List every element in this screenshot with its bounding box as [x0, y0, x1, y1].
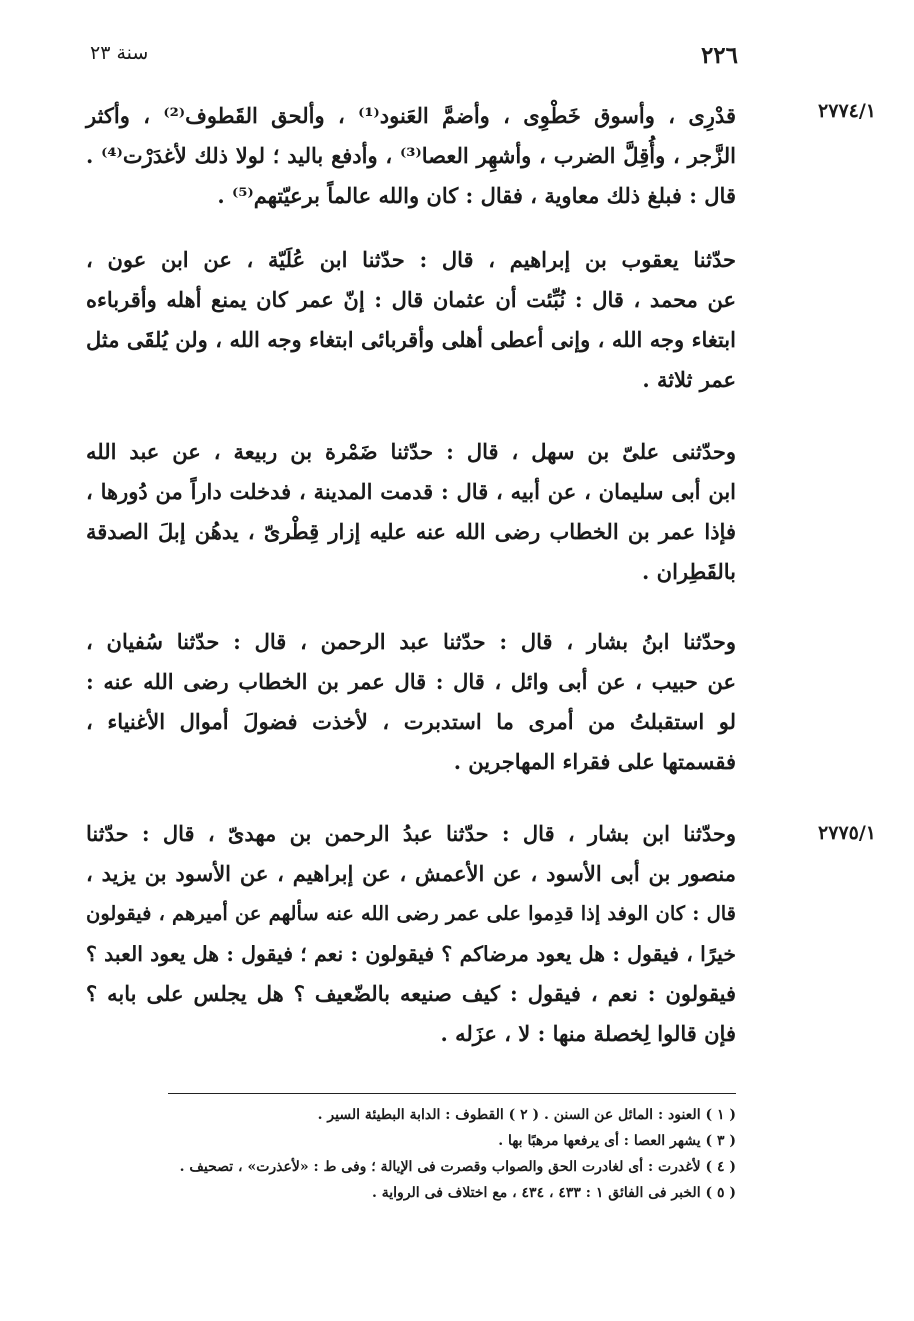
text-line: ابتغاء وجه الله ، وإنى أعطى أهلى وأقربائى ابتغاء وجه الله ، ولن يُلقَى مثل: [86, 327, 736, 352]
text-line: وحدّثنا ابن بشار ، قال : حدّثنا عبدُ الرحمن بن مهدىّ ، قال : حدّثنا: [86, 821, 736, 846]
paragraph: [86, 96, 736, 216]
text-line: فقسمتها على فقراء المهاجرين .: [453, 749, 736, 774]
text-line: فإذا عمر بن الخطاب رضى الله عنه عليه إزار قِطْرىّ ، يدهُن إبلَ الصدقة: [86, 519, 736, 544]
running-header-year: سنة ٢٣: [90, 42, 149, 64]
text-line: لو استقبلتُ من أمرى ما استدبرت ، لأخذت فضولَ أموال الأغنياء ،: [86, 709, 736, 734]
text-line: وحدّثنا ابنُ بشار ، قال : حدّثنا عبد الرحمن ، قال : حدّثنا سُفيان ،: [86, 629, 736, 654]
margin-reference: ٢٧٧٥/١: [818, 822, 876, 844]
text-line: قدْرِى ، وأسوق خَطْوِى ، وأضمَّ العَنود⁽¹⁾ ، وألحق القَطوف⁽²⁾ ، وأكثر: [86, 103, 736, 128]
text-line: عن حبيب ، عن أبى وائل ، قال : قال عمر بن الخطاب رضى الله عنه :: [86, 669, 736, 694]
text-line: الزَّجر ، وأُقِلَّ الضرب ، وأشهِر العصا⁽³⁾ ، وأدفع باليد ؛ لولا ذلك لأغدَرْت⁽⁴⁾ .: [86, 143, 736, 168]
text-line: قال : فبلغ ذلك معاوية ، فقال : كان والله عالماً برعيّتهم⁽⁵⁾ .: [217, 183, 736, 208]
text-line: عمر ثلاثة .: [642, 367, 736, 392]
text-line: فإن قالوا لِخصلة منها : لا ، عزَله .: [440, 1021, 736, 1046]
margin-reference: ٢٧٧٤/١: [818, 100, 876, 122]
text-line: وحدّثنى علىّ بن سهل ، قال : حدّثنا ضَمْرة بن ربيعة ، عن عبد الله: [86, 439, 736, 464]
text-line: قال : كان الوفد إذا قدِموا على عمر رضى الله عنه سألهم عن أميرهم ، فيقولون: [86, 902, 736, 925]
text-line: عن محمد ، قال : نُبِّئت أن عثمان قال : إنّ عمر كان يمنع أهله وأقرباءه: [86, 287, 736, 312]
text-line: ابن أبى سليمان ، عن أبيه ، قال : قدمت المدينة ، فدخلت داراً من دُورها ،: [86, 479, 736, 504]
text-line: خيرًا ، فيقول : هل يعود مرضاكم ؟ فيقولون : نعم ؛ فيقول : هل يعود العبد ؟: [86, 942, 736, 966]
page-number: ٢٢٦: [700, 42, 738, 69]
text-line: منصور بن أبى الأسود ، عن الأعمش ، عن إبراهيم ، عن الأسود بن يزيد ،: [86, 861, 736, 886]
footnote: ( ٤ ) لأغدرت : أى لغادرت الحق والصواب وقصرت فى الإيالة ؛ وفى ط : «لأعذرت» ، تصحيف .: [179, 1159, 736, 1175]
text-line: فيقولون : نعم ، فيقول : كيف صنيعه بالضّعيف ؟ هل يجلس على بابه ؟: [86, 981, 736, 1006]
footnote: ( ١ ) العنود : المائل عن السنن . ( ٢ ) القطوف : الدابة البطيئة السير .: [317, 1107, 736, 1123]
footnote-divider: [168, 1093, 736, 1094]
paragraph: [86, 814, 736, 1054]
footnote: ( ٥ ) الخبر فى الفائق ١ : ٤٣٣ ، ٤٣٤ ، مع اختلاف فى الرواية .: [372, 1185, 736, 1201]
paragraph: [86, 240, 736, 400]
text-line: بالقَطِران .: [642, 559, 736, 584]
paragraph: [86, 432, 736, 592]
paragraph: [86, 622, 736, 782]
text-line: حدّثنا يعقوب بن إبراهيم ، قال : حدّثنا ابن عُلَيّة ، عن ابن عون ،: [86, 247, 736, 272]
footnote: ( ٣ ) يشهر العصا : أى يرفعها مرهبًا بها .: [498, 1133, 736, 1149]
footnotes: [86, 1102, 736, 1206]
